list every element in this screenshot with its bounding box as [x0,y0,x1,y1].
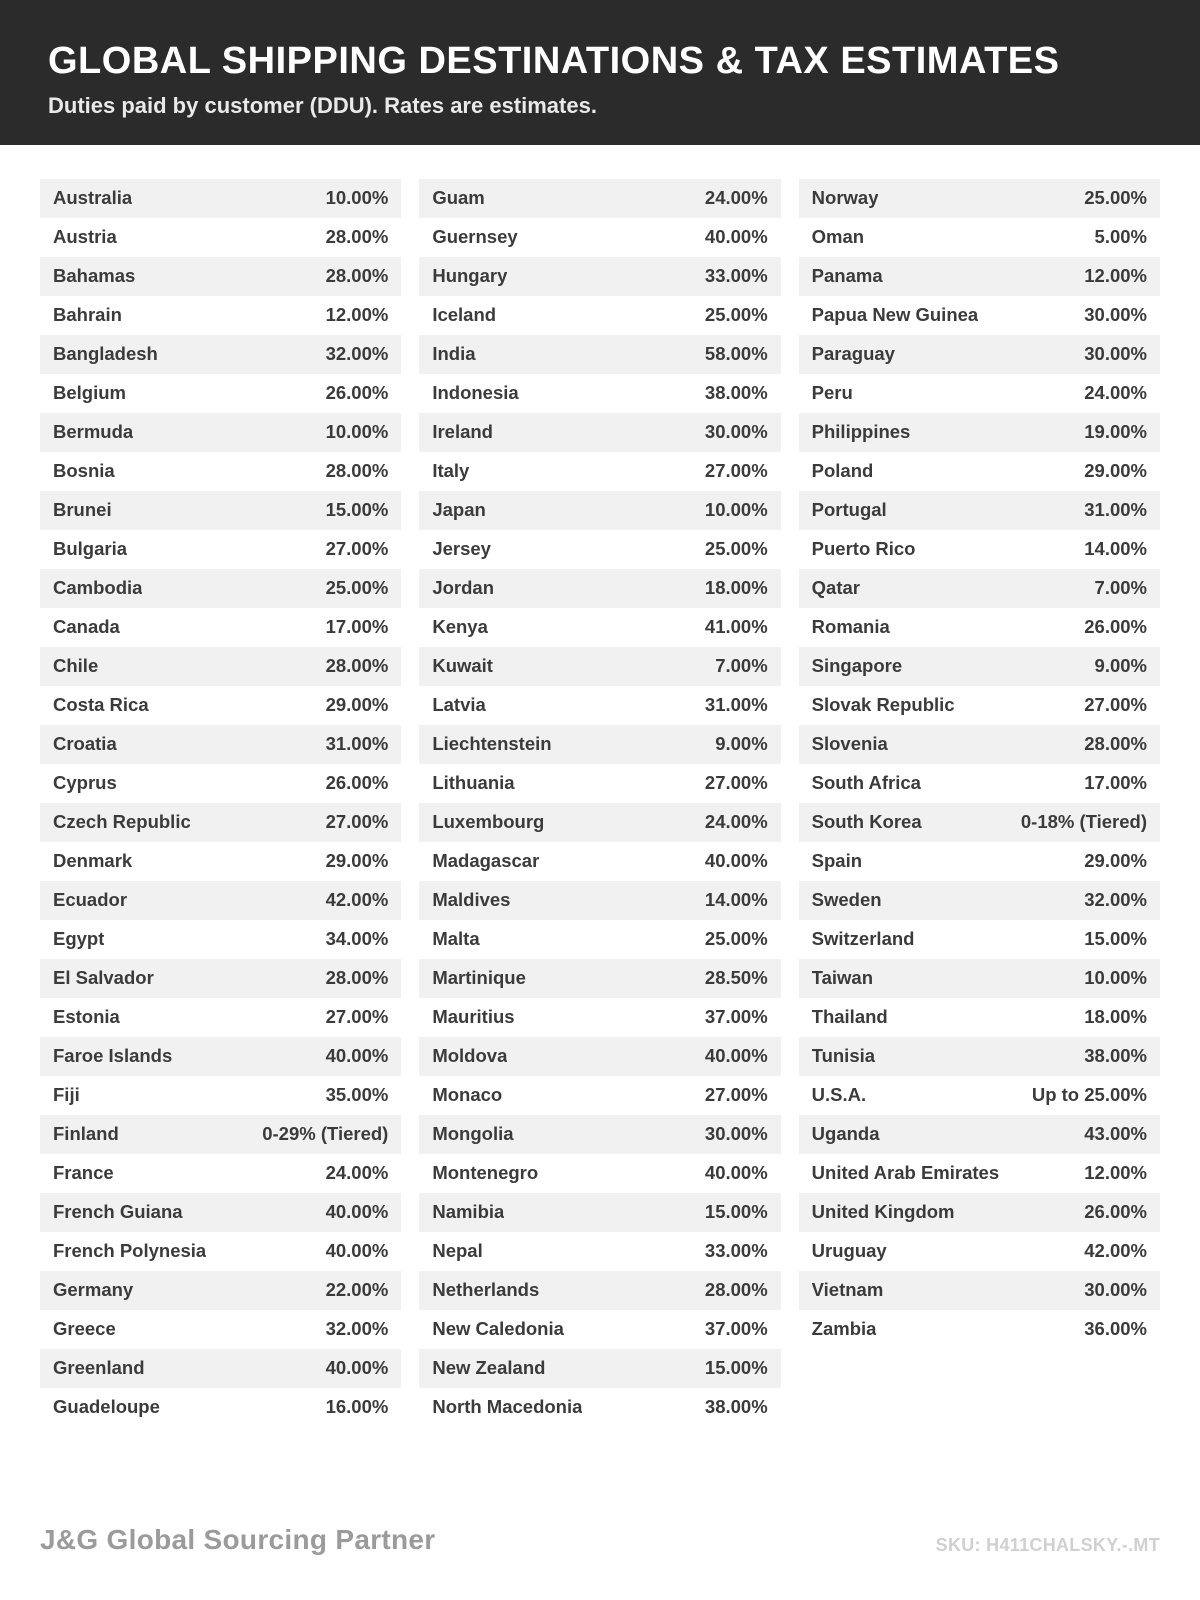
table-row [40,725,401,764]
tax-rate: 25.00% [325,577,389,599]
tax-rate: 40.00% [704,850,768,872]
country-name: Bahrain [53,304,122,326]
country-name: Slovak Republic [811,694,955,716]
country-name: Bangladesh [53,343,158,365]
table-row [40,1232,401,1271]
country-name: French Polynesia [53,1240,207,1262]
tax-rate: 58.00% [704,343,768,365]
table-row [419,179,780,218]
tax-rate: 12.00% [325,304,389,326]
country-name: France [53,1162,114,1184]
country-name: India [432,343,476,365]
table-row [40,764,401,803]
tax-rate: 14.00% [704,889,768,911]
table-row [419,374,780,413]
country-name: Guam [432,187,485,209]
tax-rate: 37.00% [704,1318,768,1340]
tax-rate: 30.00% [1084,343,1147,365]
table-row [40,1154,401,1193]
tax-rate: 9.00% [1094,655,1147,677]
tax-rate: 25.00% [704,928,768,950]
country-name: Estonia [53,1006,120,1028]
tax-rate: 25.00% [704,538,768,560]
country-name: Tunisia [811,1045,876,1067]
tax-rate: 32.00% [325,1318,389,1340]
table-row [419,1310,780,1349]
country-name: Mongolia [432,1123,514,1145]
tax-rate: 43.00% [1084,1123,1147,1145]
table-row [40,569,401,608]
country-name: Madagascar [432,850,540,872]
tax-rate: 31.00% [325,733,389,755]
tax-rate: 37.00% [704,1006,768,1028]
country-name: Australia [53,187,133,209]
country-name: Montenegro [432,1162,539,1184]
country-name: United Arab Emirates [811,1162,1000,1184]
table-row [799,1076,1160,1115]
tax-rate: 12.00% [1084,265,1147,287]
table-row [40,608,401,647]
table-row [40,257,401,296]
country-name: Bulgaria [53,538,128,560]
country-name: Cyprus [53,772,117,794]
table-row [40,1349,401,1388]
table-row [40,1193,401,1232]
tax-rate: 10.00% [325,421,389,443]
tax-rate: 26.00% [1084,1201,1147,1223]
tax-rate: 15.00% [704,1357,768,1379]
country-name: Finland [53,1123,119,1145]
tax-rate: 16.00% [325,1396,389,1418]
tax-rate: 27.00% [325,538,389,560]
country-name: Martinique [432,967,526,989]
table-row [799,530,1160,569]
tax-rate: 28.00% [325,967,389,989]
tax-rate: 28.50% [704,967,768,989]
table-row [799,1154,1160,1193]
country-name: Paraguay [811,343,895,365]
table-row [419,725,780,764]
tax-rate: 33.00% [704,1240,768,1262]
tax-rate: 38.00% [1084,1045,1147,1067]
table-row [799,1271,1160,1310]
table-row [40,413,401,452]
tax-rate: 27.00% [704,772,768,794]
table-row [40,335,401,374]
table-row [419,959,780,998]
sku-label: SKU: H411CHALSKY.-.MT [935,1535,1160,1555]
country-name: Oman [811,226,865,248]
country-name: Jersey [432,538,491,560]
country-name: Costa Rica [53,694,149,716]
country-name: Switzerland [811,928,915,950]
tax-rate: 32.00% [1084,889,1147,911]
table-row [799,647,1160,686]
country-name: Jordan [432,577,495,599]
footer [0,1524,1200,1600]
country-name: El Salvador [53,967,154,989]
country-name: North Macedonia [432,1396,583,1418]
table-row [40,1271,401,1310]
table-row [799,842,1160,881]
country-name: Taiwan [811,967,873,989]
tax-rate: 40.00% [704,1162,768,1184]
table-row [799,413,1160,452]
tax-rate: 26.00% [1084,616,1147,638]
table-row [799,1193,1160,1232]
country-name: Bermuda [53,421,134,443]
tax-rate: 40.00% [325,1045,389,1067]
country-name: Chile [53,655,99,677]
table-row [799,608,1160,647]
table-row [799,218,1160,257]
country-name: Latvia [432,694,486,716]
page-title: GLOBAL SHIPPING DESTINATIONS & TAX ESTIMATES [48,40,1060,82]
tax-rate: 24.00% [325,1162,389,1184]
tax-rate: 26.00% [325,382,389,404]
tax-rate: 41.00% [704,616,768,638]
country-name: Uruguay [811,1240,887,1262]
table-row [419,257,780,296]
rates-grid [0,179,1200,1427]
country-name: Singapore [811,655,903,677]
rates-column-3 [799,179,1160,1349]
table-row [419,1388,780,1427]
country-name: Portugal [811,499,887,521]
tax-rate: 22.00% [325,1279,389,1301]
tax-rate: 30.00% [704,421,768,443]
tax-rate: 0-18% (Tiered) [1020,811,1147,833]
tax-rate: 27.00% [704,1084,768,1106]
table-row [419,1232,780,1271]
country-name: Bahamas [53,265,136,287]
table-row [419,530,780,569]
tax-rate: 18.00% [704,577,768,599]
country-name: Egypt [53,928,105,950]
tax-rate: 30.00% [704,1123,768,1145]
table-row [799,257,1160,296]
table-row [799,1037,1160,1076]
table-row [799,374,1160,413]
country-name: Canada [53,616,120,638]
table-row [419,452,780,491]
country-name: Iceland [432,304,497,326]
tax-rate: 15.00% [325,499,389,521]
tax-rate: 28.00% [325,655,389,677]
tax-rate: 17.00% [1084,772,1147,794]
tax-rate: 7.00% [1094,577,1147,599]
tax-rate: 42.00% [325,889,389,911]
page-subtitle: Duties paid by customer (DDU). Rates are estimates. [48,92,597,118]
tax-rate: 29.00% [1084,850,1147,872]
table-row [40,842,401,881]
table-row [419,1115,780,1154]
table-row [40,998,401,1037]
table-row [40,803,401,842]
country-name: Slovenia [811,733,888,755]
table-row [40,452,401,491]
table-row [799,452,1160,491]
tax-rate: 40.00% [325,1357,389,1379]
tax-rate: 5.00% [1094,226,1147,248]
table-row [419,569,780,608]
tax-rate: 25.00% [704,304,768,326]
country-name: Nepal [432,1240,483,1262]
tax-rate: 17.00% [325,616,389,638]
table-row [419,335,780,374]
country-name: Moldova [432,1045,508,1067]
tax-rate: 27.00% [325,811,389,833]
table-row [40,1115,401,1154]
tax-rate: 7.00% [715,655,768,677]
tax-rate: 25.00% [1084,187,1147,209]
tax-rate: 26.00% [325,772,389,794]
country-name: Bosnia [53,460,115,482]
table-row [40,1076,401,1115]
country-name: Liechtenstein [432,733,552,755]
country-name: Uganda [811,1123,880,1145]
tax-rate: 38.00% [704,1396,768,1418]
country-name: Croatia [53,733,117,755]
country-name: Peru [811,382,853,404]
country-name: Namibia [432,1201,505,1223]
country-name: Ireland [432,421,493,443]
table-row [419,296,780,335]
country-name: Qatar [811,577,860,599]
table-row [799,1310,1160,1349]
country-name: Belgium [53,382,126,404]
table-row [799,920,1160,959]
table-row [799,998,1160,1037]
country-name: U.S.A. [811,1084,867,1106]
country-name: Monaco [432,1084,503,1106]
country-name: United Kingdom [811,1201,955,1223]
tax-rate: Up to 25.00% [1031,1084,1147,1106]
table-row [40,881,401,920]
table-row [40,530,401,569]
table-row [799,335,1160,374]
table-row [40,218,401,257]
tax-rate: 10.00% [325,187,389,209]
tax-rate: 9.00% [715,733,768,755]
table-row [419,608,780,647]
tax-rate: 28.00% [325,265,389,287]
country-name: Ecuador [53,889,128,911]
table-row [419,1076,780,1115]
country-name: Zambia [811,1318,877,1340]
tax-rate: 24.00% [704,811,768,833]
table-row [40,374,401,413]
tax-rate: 30.00% [1084,1279,1147,1301]
country-name: Brunei [53,499,112,521]
tax-rate: 34.00% [325,928,389,950]
country-name: Fiji [53,1084,80,1106]
tax-rate: 28.00% [1084,733,1147,755]
tax-rate: 31.00% [704,694,768,716]
country-name: Greece [53,1318,116,1340]
country-name: Spain [811,850,863,872]
table-row [40,1310,401,1349]
country-name: Norway [811,187,879,209]
table-row [419,764,780,803]
country-name: Italy [432,460,470,482]
tax-rate: 42.00% [1084,1240,1147,1262]
country-name: Denmark [53,850,133,872]
tax-rate: 15.00% [1084,928,1147,950]
table-row [40,179,401,218]
tax-rate: 27.00% [1084,694,1147,716]
table-row [40,920,401,959]
table-row [419,1154,780,1193]
country-name: New Zealand [432,1357,546,1379]
table-row [40,1037,401,1076]
tax-rate: 28.00% [704,1279,768,1301]
table-row [419,920,780,959]
country-name: Netherlands [432,1279,540,1301]
table-row [419,998,780,1037]
tax-rate: 40.00% [325,1240,389,1262]
country-name: Romania [811,616,890,638]
country-name: Greenland [53,1357,145,1379]
tax-rate: 10.00% [704,499,768,521]
country-name: Sweden [811,889,882,911]
brand-name: J&G Global Sourcing Partner [40,1524,436,1555]
tax-rate: 31.00% [1084,499,1147,521]
tax-rate: 36.00% [1084,1318,1147,1340]
tax-rate: 27.00% [704,460,768,482]
tax-rate: 12.00% [1084,1162,1147,1184]
table-row [799,959,1160,998]
country-name: Maldives [432,889,511,911]
tax-rate: 40.00% [704,1045,768,1067]
header [0,0,1200,145]
table-row [40,647,401,686]
table-row [799,686,1160,725]
table-row [799,1232,1160,1271]
table-row [799,1115,1160,1154]
table-row [799,764,1160,803]
table-row [419,1037,780,1076]
tax-rate: 33.00% [704,265,768,287]
table-row [799,179,1160,218]
table-row [419,686,780,725]
table-row [40,296,401,335]
tax-rate: 32.00% [325,343,389,365]
country-name: Malta [432,928,480,950]
country-name: Mauritius [432,1006,515,1028]
rates-column-1 [40,179,401,1427]
tax-rate: 18.00% [1084,1006,1147,1028]
table-row [419,413,780,452]
country-name: Japan [432,499,486,521]
table-row [419,1349,780,1388]
table-row [40,686,401,725]
table-row [419,647,780,686]
country-name: Papua New Guinea [811,304,979,326]
tax-rate: 10.00% [1084,967,1147,989]
tax-rate: 24.00% [1084,382,1147,404]
country-name: Panama [811,265,883,287]
country-name: Faroe Islands [53,1045,173,1067]
country-name: Austria [53,226,117,248]
table-row [419,491,780,530]
country-name: Kenya [432,616,488,638]
country-name: Hungary [432,265,508,287]
country-name: Germany [53,1279,134,1301]
tax-rate: 35.00% [325,1084,389,1106]
tax-rate: 29.00% [325,694,389,716]
country-name: Czech Republic [53,811,191,833]
country-name: Guadeloupe [53,1396,160,1418]
country-name: Cambodia [53,577,143,599]
tax-rate: 27.00% [325,1006,389,1028]
table-row [419,218,780,257]
country-name: New Caledonia [432,1318,564,1340]
tax-rate: 29.00% [325,850,389,872]
country-name: Lithuania [432,772,515,794]
country-name: Poland [811,460,874,482]
tax-rate: 30.00% [1084,304,1147,326]
country-name: South Africa [811,772,921,794]
country-name: Vietnam [811,1279,884,1301]
tax-rate: 0-29% (Tiered) [262,1123,389,1145]
table-row [799,491,1160,530]
table-row [419,803,780,842]
tax-rate: 29.00% [1084,460,1147,482]
table-row [799,803,1160,842]
country-name: Indonesia [432,382,519,404]
table-row [419,1271,780,1310]
tax-rate: 38.00% [704,382,768,404]
table-row [799,881,1160,920]
tax-rate: 40.00% [325,1201,389,1223]
country-name: French Guiana [53,1201,183,1223]
country-name: Kuwait [432,655,493,677]
table-row [419,881,780,920]
table-row [799,725,1160,764]
tax-rate: 40.00% [704,226,768,248]
tax-rate: 24.00% [704,187,768,209]
country-name: Puerto Rico [811,538,916,560]
country-name: Guernsey [432,226,518,248]
tax-rate: 28.00% [325,226,389,248]
rates-column-2 [419,179,780,1427]
country-name: Luxembourg [432,811,545,833]
tax-rate: 19.00% [1084,421,1147,443]
tax-rate: 15.00% [704,1201,768,1223]
table-row [799,569,1160,608]
table-row [419,842,780,881]
table-row [799,296,1160,335]
table-row [40,959,401,998]
table-row [40,1388,401,1427]
country-name: South Korea [811,811,922,833]
table-row [419,1193,780,1232]
tax-rate: 14.00% [1084,538,1147,560]
table-row [40,491,401,530]
tax-rate: 28.00% [325,460,389,482]
country-name: Thailand [811,1006,888,1028]
country-name: Philippines [811,421,911,443]
